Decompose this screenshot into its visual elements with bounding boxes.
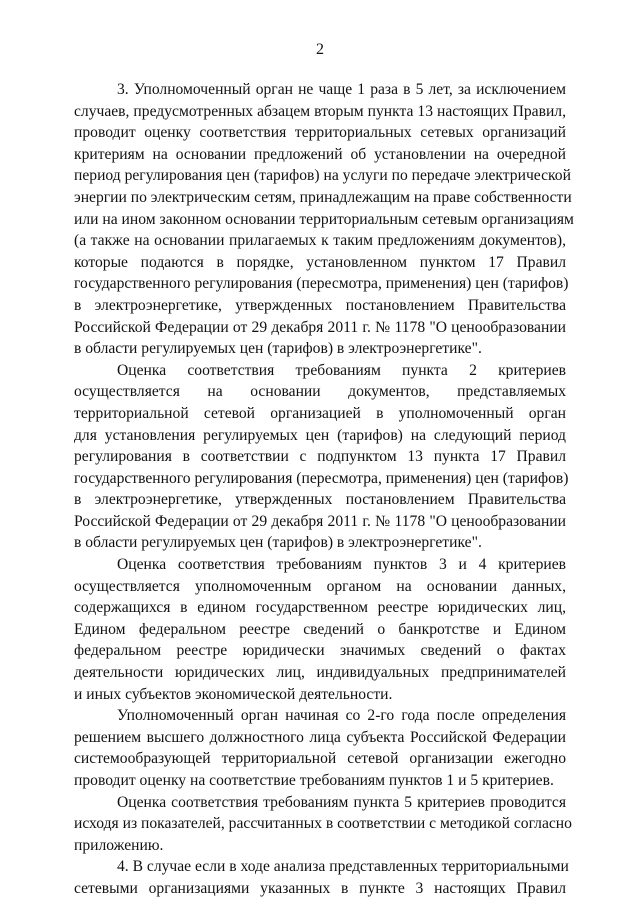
text-line: осуществляется на основании документов, представляемых bbox=[74, 383, 566, 401]
text-line: или на ином законном основании территориальным сетевым организациям bbox=[74, 210, 574, 228]
paragraph-p3 bbox=[74, 79, 574, 360]
text-line: Оценка соответствия требованиям пунктов 3 и 4 критериев bbox=[117, 556, 566, 574]
text-line: в электроэнергетике, утвержденных постановлением Правительства bbox=[74, 296, 566, 314]
paragraph-p-criteria-3-4 bbox=[74, 554, 566, 705]
paragraph-p4 bbox=[74, 856, 569, 899]
text-line: для установления регулируемых цен (тарифов) на следующий период bbox=[74, 426, 566, 444]
text-line: осуществляется уполномоченным органом на основании данных, bbox=[74, 577, 566, 595]
text-line: 4. В случае если в ходе анализа представленных территориальными bbox=[117, 858, 569, 876]
text-line: Уполномоченный орган начиная со 2-го года после определения bbox=[117, 707, 566, 725]
text-line: содержащихся в едином государственном реестре юридических лиц, bbox=[74, 599, 566, 617]
paragraph-p-criteria-5 bbox=[74, 792, 572, 857]
text-line: решением высшего должностного лица субъекта Российской Федерации bbox=[74, 728, 566, 746]
text-line: Российской Федерации от 29 декабря 2011 г. № 1178 "О ценообразовании bbox=[74, 512, 566, 530]
text-line: деятельности юридических лиц, индивидуальных предпринимателей bbox=[74, 664, 566, 682]
text-line: критериям на основании предложений об установлении на очередной bbox=[74, 145, 566, 163]
text-line: энергии по электрическим сетям, принадлежащим на праве собственности bbox=[74, 188, 572, 206]
text-line: системообразующей территориальной сетевой организации ежегодно bbox=[74, 750, 566, 768]
text-line: Оценка соответствия требованиям пункта 5 критериев проводится bbox=[117, 793, 566, 811]
paragraph-p-annual bbox=[74, 705, 566, 791]
text-line: и иных субъектов экономической деятельности. bbox=[74, 685, 393, 703]
text-line: в области регулируемых цен (тарифов) в электроэнергетике". bbox=[74, 340, 482, 358]
text-line: федеральном реестре юридически значимых сведений о фактах bbox=[74, 642, 566, 660]
text-line: государственного регулирования (пересмотра, применения) цен (тарифов) bbox=[74, 469, 569, 487]
text-line: которые подаются в порядке, установленном пунктом 17 Правил bbox=[74, 253, 566, 271]
text-line: приложению. bbox=[74, 836, 164, 854]
text-line: территориальной сетевой организацией в уполномоченный орган bbox=[74, 404, 566, 422]
paragraph-p-criteria-2 bbox=[74, 360, 569, 554]
text-line: случаев, предусмотренных абзацем вторым пункта 13 настоящих Правил, bbox=[74, 102, 566, 120]
text-line: период регулирования цен (тарифов) на услуги по передаче электрической bbox=[74, 167, 571, 185]
text-line: 3. Уполномоченный орган не чаще 1 раза в 5 лет, за исключением bbox=[117, 81, 566, 98]
page-number: 2 bbox=[316, 41, 324, 58]
document-body bbox=[74, 79, 574, 900]
text-line: регулирования в соответствии с подпунктом 13 пункта 17 Правил bbox=[74, 448, 566, 466]
text-line: проводит оценку соответствия территориальных сетевых организаций bbox=[74, 124, 566, 142]
text-line: в области регулируемых цен (тарифов) в электроэнергетике". bbox=[74, 534, 482, 552]
text-line: Российской Федерации от 29 декабря 2011 г. № 1178 "О ценообразовании bbox=[74, 318, 566, 336]
text-line: сетевыми организациями указанных в пункте 3 настоящих Правил bbox=[74, 879, 566, 897]
text-line: исходя из показателей, рассчитанных в соответствии с методикой согласно bbox=[74, 815, 572, 833]
text-line: Оценка соответствия требованиям пункта 2 критериев bbox=[117, 361, 566, 379]
text-line: в электроэнергетике, утвержденных постановлением Правительства bbox=[74, 491, 566, 509]
text-line: государственного регулирования (пересмотра, применения) цен (тарифов) bbox=[74, 275, 569, 293]
text-line: Едином федеральном реестре сведений о банкротстве и Едином bbox=[74, 620, 566, 638]
text-line: (а также на основании прилагаемых к таким предложениям документов), bbox=[74, 232, 566, 250]
text-line: проводит оценку на соответствие требованиям пунктов 1 и 5 критериев. bbox=[74, 772, 554, 789]
